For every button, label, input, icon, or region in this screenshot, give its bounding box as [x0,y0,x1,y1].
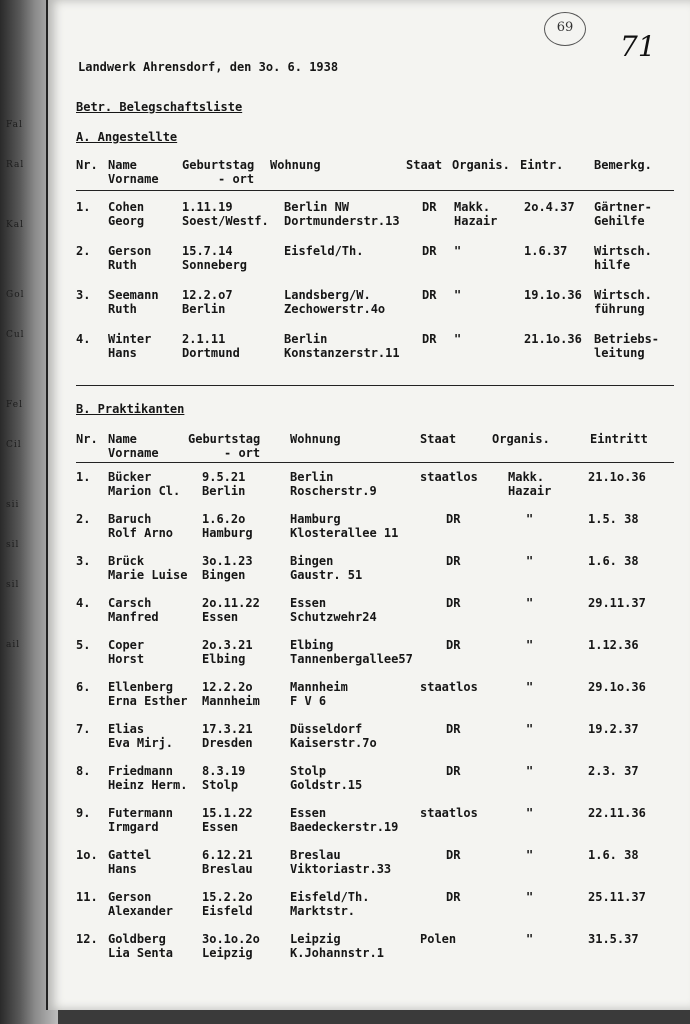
cell-birth-place: Stolp [202,778,239,792]
cell-address-line-1: Eisfeld/Th. [290,890,370,904]
cell-address-line-2: F V 6 [290,694,327,708]
cell-birth-place: Elbing [202,652,246,666]
cell-surname: Carsch [108,596,152,610]
cell-entry-date: 22.11.36 [588,806,646,820]
cell-remark-line-1: Gärtner- [594,200,652,214]
table-row [48,470,690,502]
cell-first-name: Manfred [108,610,159,624]
cell-address-line-1: Berlin NW [284,200,350,214]
cell-address-line-2: Marktstr. [290,904,356,918]
cell-state: DR [446,764,461,778]
table-row [48,638,690,670]
cell-row-number: 3. [76,554,91,568]
cell-address-line-1: Berlin [290,470,334,484]
cell-row-number: 11. [76,890,98,904]
cell-entry-date: 1.12.36 [588,638,639,652]
table-row [48,554,690,586]
cell-birth-date: 3o.1.23 [202,554,253,568]
cell-address-line-2: Klosterallee 11 [290,526,399,540]
cell-surname: Gerson [108,890,152,904]
cell-organisation: " [526,680,534,694]
cell-row-number: 2. [76,244,91,258]
cell-state: DR [446,554,461,568]
cell-birth-date: 6.12.21 [202,848,253,862]
cell-surname: Futermann [108,806,174,820]
cell-birth-place: Soest/Westf. [182,214,269,228]
cell-row-number: 3. [76,288,91,302]
cell-surname: Cohen [108,200,145,214]
cell-row-number: 7. [76,722,91,736]
cell-organisation: " [526,764,534,778]
table-row [48,596,690,628]
cell-first-name: Erna Esther [108,694,188,708]
cell-entry-date: 1.6. 38 [588,848,639,862]
cell-state: DR [446,512,461,526]
table-row [48,848,690,880]
cell-remark-line-1: Wirtsch. [594,244,652,258]
cell-birth-date: 15.2.2o [202,890,253,904]
cell-first-name: Marie Luise [108,568,188,582]
cell-organisation: " [526,722,534,736]
table-row [48,512,690,544]
cell-address-line-1: Essen [290,596,327,610]
cell-birth-date: 1.6.2o [202,512,246,526]
cell-first-name: Georg [108,214,145,228]
cell-row-number: 1. [76,470,91,484]
table-row [48,722,690,754]
cell-row-number: 12. [76,932,98,946]
cell-surname: Brück [108,554,145,568]
section-a-header-rule [76,190,674,191]
cell-remark-line-2: führung [594,302,645,316]
cell-remark-line-2: hilfe [594,258,631,272]
cell-row-number: 2. [76,512,91,526]
cell-first-name: Hans [108,346,137,360]
cell-address-line-1: Stolp [290,764,327,778]
cell-birth-place: Essen [202,820,239,834]
cell-state: DR [446,890,461,904]
document-body: Landwerk Ahrensdorf, den 3o. 6. 1938 Betr. Belegschaftsliste A. Angestellte Nr. Name Vorname Geburtstag - ort Wohnung Staat Organis. Eintr. Bemerkg. 1. Cohen Georg 1.11.19 Soest/Westf. Berlin NW Dortmunderstr.13 DR Makk. Hazair 2o.4.37 Gärtner- Gehilfe 2. Gerson Ruth 15.7.14 Sonneberg Eisfeld/Th. DR " 1.6.37 Wirtsch. hilfe 3. Seemann Ruth 12.2.o7 Berlin Landsberg/W. Zechowerstr.4o DR " 19.1o.36 Wirtsch. führung 4. Winter Hans 2.1.11 Dortmund Berlin Konstanzerstr.11 DR " 21.1o.36 Betriebs- leitung B. Praktikanten Nr. Name Vorname Geburtstag - ort Wohnung Staat Organis. Eintritt 1. Bücker Marion Cl. 9.5.21 Berlin Berlin Roscherstr.9 staatlos Makk. Hazair 21.1o.36 2. Baruch Rolf Arno 1.6.2o Hamburg Hamburg Klosterallee 11 DR " 1.5. 38 3. Brück Marie Luise 3o.1.23 Bingen Bingen Gaustr. 51 DR " 1.6. 38 4. Carsch Manfred 2o.11.22 Essen Essen Schutzwehr24 DR " 29.11.37 5. Coper Horst 2o.3.21 Elbing Elbing Tannenbergallee57 DR " 1.12.36 6. Ellenberg Erna Esther 12.2.2o Mannheim Mannheim F V 6 staatlos " 29.1o.36 7. Elias Eva Mirj. 17.3.21 Dresden Düsseldorf Kaiserstr.7o DR " 19.2.37 8. Friedmann Heinz Herm. 8.3.19 Stolp Stolp Goldstr.15 DR " 2.3. 37 9. Futermann Irmgard 15.1.22 Essen Essen Baedeckerstr.19 staatlos " 22.11.36 1o. Gattel Hans 6.12.21 Breslau Breslau Viktoriastr.33 DR " 1.6. 38 11. Gerson Alexander 15.2.2o Eisfeld Eisfeld/Th. Marktstr. DR " 25.11.37 12. Goldberg Lia Senta 3o.1o.2o Leipzig Leipzig K.Johannstr.1 Polen " 31.5.37 [48,0,690,1010]
cell-remark-line-2: Gehilfe [594,214,645,228]
cell-address-line-1: Düsseldorf [290,722,363,736]
cell-state: staatlos [420,470,478,484]
adjacent-page-edge: Fal Ral Kal Gol Cul Fel Cil sii sil sil ail [0,0,58,1024]
cell-birth-date: 2o.11.22 [202,596,260,610]
cell-organisation: " [526,512,534,526]
cell-first-name: Hans [108,862,137,876]
cell-organisation-2: Hazair [454,214,498,228]
cell-address-line-1: Hamburg [290,512,341,526]
cell-birth-date: 3o.1o.2o [202,932,260,946]
cell-state: DR [422,244,437,258]
document-page [46,0,690,1010]
cell-organisation: " [526,638,534,652]
cell-birth-place: Bingen [202,568,246,582]
cell-birth-date: 2.1.11 [182,332,226,346]
cell-address-line-2: Tannenbergallee57 [290,652,413,666]
table-row [48,764,690,796]
section-a-title: A. Angestellte [76,130,178,144]
cell-address-line-2: Zechowerstr.4o [284,302,386,316]
cell-birth-place: Mannheim [202,694,260,708]
cell-address-line-1: Leipzig [290,932,341,946]
cell-state: Polen [420,932,457,946]
cell-remark-line-2: leitung [594,346,645,360]
cell-birth-date: 12.2.o7 [182,288,233,302]
cell-birth-place: Sonneberg [182,258,248,272]
cell-row-number: 1. [76,200,91,214]
cell-row-number: 4. [76,596,91,610]
cell-address-line-2: K.Johannstr.1 [290,946,384,960]
cell-entry-date: 2.3. 37 [588,764,639,778]
cell-state: DR [446,596,461,610]
cell-row-number: 4. [76,332,91,346]
cell-row-number: 6. [76,680,91,694]
cell-surname: Friedmann [108,764,174,778]
cell-first-name: Alexander [108,904,174,918]
cell-entry-date: 1.6.37 [524,244,568,258]
cell-birth-date: 17.3.21 [202,722,253,736]
cell-organisation: " [526,596,534,610]
table-row [48,806,690,838]
cell-row-number: 8. [76,764,91,778]
cell-address-line-2: Gaustr. 51 [290,568,363,582]
cell-address-line-2: Roscherstr.9 [290,484,377,498]
cell-address-line-1: Elbing [290,638,334,652]
cell-remark-line-1: Betriebs- [594,332,660,346]
cell-first-name: Ruth [108,258,137,272]
cell-organisation: Makk. [454,200,491,214]
cell-state: DR [446,848,461,862]
cell-birth-place: Berlin [182,302,226,316]
cell-address-line-2: Viktoriastr.33 [290,862,392,876]
cell-state: DR [446,638,461,652]
cell-address-line-1: Mannheim [290,680,348,694]
table-row [48,332,690,364]
cell-birth-place: Essen [202,610,239,624]
table-row [48,288,690,320]
cell-surname: Baruch [108,512,152,526]
cell-state: staatlos [420,680,478,694]
section-separator-rule [76,385,674,386]
cell-organisation: " [454,244,462,258]
cell-organisation: Makk. [508,470,545,484]
cell-first-name: Horst [108,652,145,666]
cell-organisation: " [526,932,534,946]
cell-address-line-1: Eisfeld/Th. [284,244,364,258]
cell-birth-place: Hamburg [202,526,253,540]
cell-row-number: 1o. [76,848,98,862]
cell-birth-date: 2o.3.21 [202,638,253,652]
table-row [48,932,690,964]
cell-address-line-1: Essen [290,806,327,820]
section-b-header-rule [76,462,674,463]
cell-birth-place: Dresden [202,736,253,750]
cell-organisation: " [526,806,534,820]
cell-entry-date: 25.11.37 [588,890,646,904]
cell-address-line-2: Goldstr.15 [290,778,363,792]
cell-first-name: Irmgard [108,820,159,834]
cell-state: DR [446,722,461,736]
cell-first-name: Heinz Herm. [108,778,188,792]
cell-organisation: " [526,554,534,568]
cell-first-name: Rolf Arno [108,526,174,540]
cell-organisation-2: Hazair [508,484,552,498]
cell-entry-date: 21.1o.36 [524,332,582,346]
cell-remark-line-1: Wirtsch. [594,288,652,302]
cell-first-name: Lia Senta [108,946,174,960]
cell-address-line-1: Bingen [290,554,334,568]
cell-organisation: " [526,890,534,904]
circled-page-number: 69 [544,12,586,46]
cell-entry-date: 29.11.37 [588,596,646,610]
cell-surname: Ellenberg [108,680,174,694]
table-row [48,200,690,232]
cell-birth-date: 12.2.2o [202,680,253,694]
cell-birth-date: 8.3.19 [202,764,246,778]
table-row [48,244,690,276]
cell-entry-date: 1.6. 38 [588,554,639,568]
section-b-title: B. Praktikanten [76,402,185,416]
cell-address-line-1: Breslau [290,848,341,862]
cell-surname: Winter [108,332,152,346]
cell-address-line-2: Konstanzerstr.11 [284,346,400,360]
cell-address-line-1: Berlin [284,332,328,346]
cell-first-name: Ruth [108,302,137,316]
cell-entry-date: 1.5. 38 [588,512,639,526]
subject-line: Betr. Belegschaftsliste [76,100,243,114]
cell-first-name: Eva Mirj. [108,736,174,750]
cell-surname: Coper [108,638,145,652]
cell-birth-date: 9.5.21 [202,470,246,484]
cell-address-line-2: Schutzwehr24 [290,610,377,624]
cell-surname: Seemann [108,288,159,302]
cell-address-line-2: Kaiserstr.7o [290,736,377,750]
cell-organisation: " [526,848,534,862]
handwritten-page-number: 71 [620,30,656,63]
table-row [48,890,690,922]
cell-address-line-2: Dortmunderstr.13 [284,214,400,228]
cell-surname: Elias [108,722,145,736]
cell-state: DR [422,288,437,302]
cell-surname: Gerson [108,244,152,258]
cell-entry-date: 31.5.37 [588,932,639,946]
cell-birth-place: Dortmund [182,346,240,360]
cell-birth-place: Breslau [202,862,253,876]
table-row [48,680,690,712]
cell-row-number: 5. [76,638,91,652]
cell-surname: Goldberg [108,932,166,946]
cell-state: DR [422,200,437,214]
cell-entry-date: 2o.4.37 [524,200,575,214]
cell-birth-date: 15.1.22 [202,806,253,820]
cell-birth-place: Berlin [202,484,246,498]
cell-entry-date: 29.1o.36 [588,680,646,694]
cell-organisation: " [454,288,462,302]
place-date-line: Landwerk Ahrensdorf, den 3o. 6. 1938 [78,60,339,74]
cell-birth-place: Leipzig [202,946,253,960]
cell-birth-place: Eisfeld [202,904,253,918]
cell-birth-date: 15.7.14 [182,244,233,258]
cell-entry-date: 19.2.37 [588,722,639,736]
cell-organisation: " [454,332,462,346]
cell-row-number: 9. [76,806,91,820]
cell-state: staatlos [420,806,478,820]
cell-surname: Gattel [108,848,152,862]
cell-state: DR [422,332,437,346]
cell-surname: Bücker [108,470,152,484]
cell-birth-date: 1.11.19 [182,200,233,214]
cell-entry-date: 21.1o.36 [588,470,646,484]
cell-address-line-2: Baedeckerstr.19 [290,820,399,834]
cell-entry-date: 19.1o.36 [524,288,582,302]
cell-address-line-1: Landsberg/W. [284,288,371,302]
cell-first-name: Marion Cl. [108,484,181,498]
